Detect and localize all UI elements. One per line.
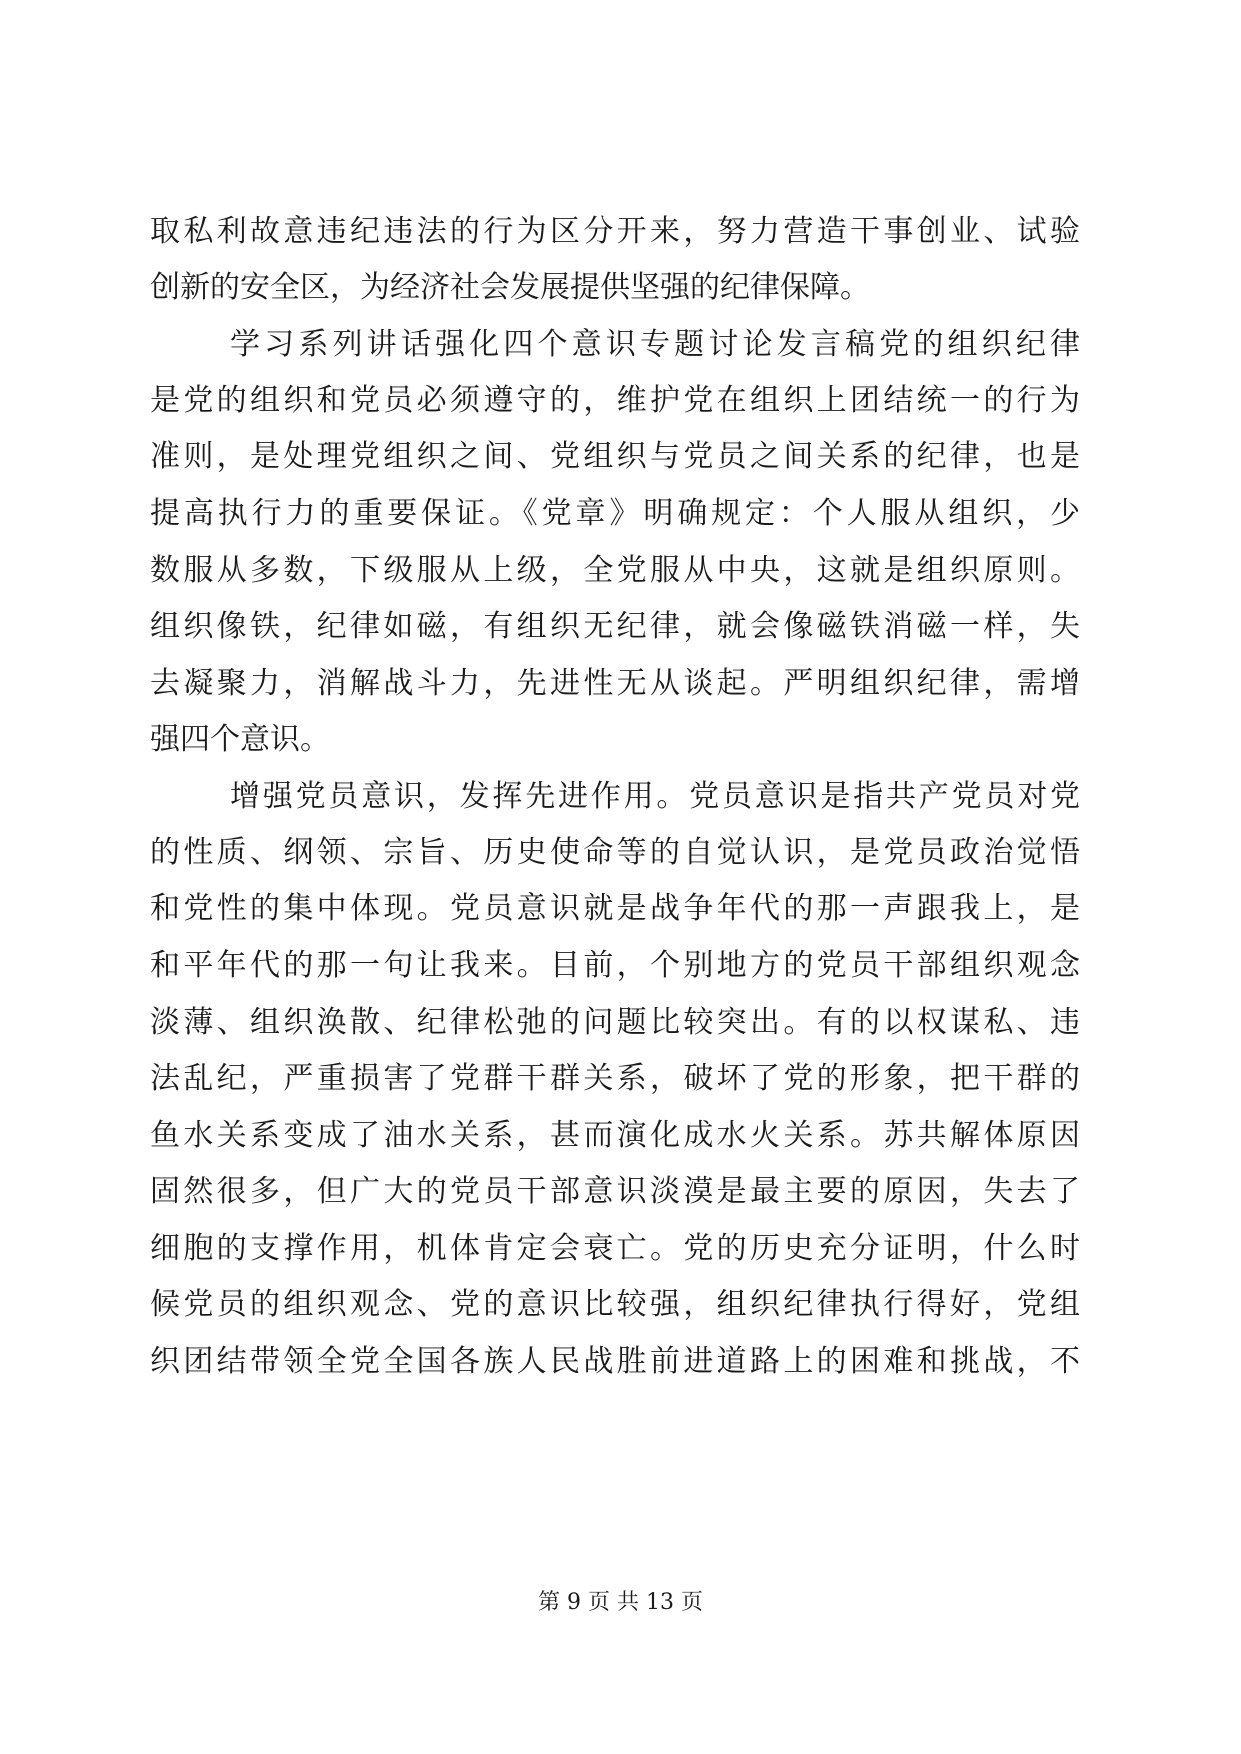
text-line-6: 提高执行力的重要保证。《党章》明确规定：个人服从组织，少 bbox=[150, 496, 1080, 531]
text-line-13: 和党性的集中体现。党员意识就是战争年代的那一声跟我上，是 bbox=[150, 891, 1080, 926]
text-line-1: 取私利故意违纪违法的行为区分开来，努力营造干事创业、试验 bbox=[150, 214, 1080, 249]
text-line-21: 织团结带领全党全国各族人民战胜前进道路上的困难和挑战，不 bbox=[150, 1344, 1080, 1379]
text-line-5: 准则，是处理党组织之间、党组织与党员之间关系的纪律，也是 bbox=[150, 439, 1080, 474]
text-line-8: 组织像铁，纪律如磁，有组织无纪律，就会像磁铁消磁一样，失 bbox=[150, 609, 1080, 644]
text-line-11: 增强党员意识，发挥先进作用。党员意识是指共产党员对党 bbox=[230, 779, 1080, 814]
text-line-17: 鱼水关系变成了油水关系，甚而演化成水火关系。苏共解体原因 bbox=[150, 1118, 1080, 1153]
text-line-7: 数服从多数，下级服从上级，全党服从中央，这就是组织原则。 bbox=[150, 553, 1080, 588]
text-line-20: 候党员的组织观念、党的意识比较强，组织纪律执行得好，党组 bbox=[150, 1287, 1080, 1322]
text-line-12: 的性质、纲领、宗旨、历史使命等的自觉认识，是党员政治觉悟 bbox=[150, 835, 1080, 870]
text-line-18: 固然很多，但广大的党员干部意识淡漠是最主要的原因，失去了 bbox=[150, 1174, 1080, 1209]
text-line-3: 学习系列讲话强化四个意识专题讨论发言稿党的组织纪律 bbox=[230, 327, 1080, 362]
text-line-15: 淡薄、组织涣散、纪律松弛的问题比较突出。有的以权谋私、违 bbox=[150, 1005, 1080, 1040]
text-line-14: 和平年代的那一句让我来。目前，个别地方的党员干部组织观念 bbox=[150, 948, 1080, 983]
text-line-4: 是党的组织和党员必须遵守的，维护党在组织上团结统一的行为 bbox=[150, 383, 1080, 418]
text-line-19: 细胞的支撑作用，机体肯定会衰亡。党的历史充分证明，什么时 bbox=[150, 1231, 1080, 1266]
text-line-2: 创新的安全区，为经济社会发展提供坚强的纪律保障。 bbox=[150, 270, 870, 305]
text-line-16: 法乱纪，严重损害了党群干群关系，破坏了党的形象，把干群的 bbox=[150, 1061, 1080, 1096]
text-line-9: 去凝聚力，消解战斗力，先进性无从谈起。严明组织纪律，需增 bbox=[150, 666, 1080, 701]
text-line-10: 强四个意识。 bbox=[150, 722, 330, 757]
page-footer: 第 9 页 共 13 页 bbox=[538, 1590, 703, 1615]
